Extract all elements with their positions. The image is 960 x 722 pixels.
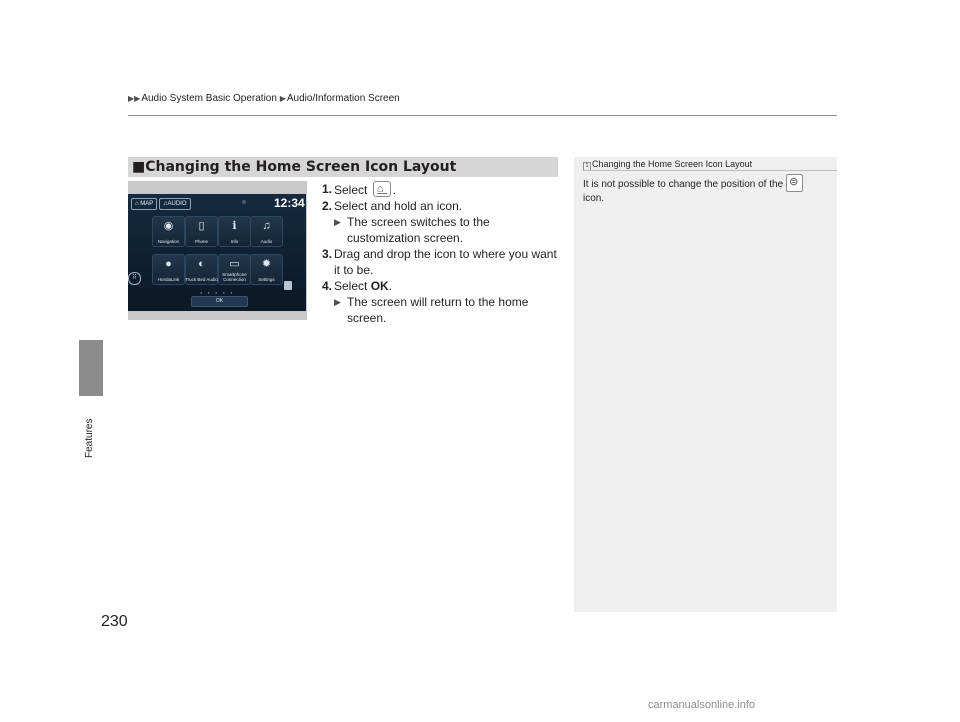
breadcrumb-arrow-icon: ▶▶ [128, 94, 141, 103]
smartphone-icon: ▭ [229, 258, 240, 270]
step-number: 2. [322, 199, 333, 213]
step-text: Select [334, 183, 368, 197]
watermark: carmanualsonline.info [648, 699, 756, 711]
side-note-divider [583, 170, 837, 171]
trash-icon [284, 281, 292, 290]
step-result-text: The screen switches to the customization screen. [347, 215, 490, 245]
side-note-panel [574, 157, 837, 612]
tile-label: Info [230, 239, 239, 244]
heading-marker: ■ [132, 159, 146, 175]
page-dots: ● ● ● ● ● [200, 290, 235, 295]
home-screen-illustration [128, 194, 306, 311]
screen-indicator-dot [242, 200, 246, 204]
screen-tile-truck-bed-audio [185, 254, 218, 285]
breadcrumb [128, 93, 400, 104]
phone-icon: ▯ [198, 220, 205, 232]
screen-tile-phone [185, 216, 218, 247]
chapter-label [78, 370, 106, 460]
step-number: 3. [322, 247, 333, 261]
navigation-icon: ◉ [163, 220, 174, 232]
hondalink-icon: ● [165, 258, 172, 270]
page-number: 230 [101, 613, 128, 630]
procedure-steps [322, 181, 558, 326]
screen-audio-label: AUDIO [167, 201, 187, 207]
breadcrumb-item: Audio/Information Screen [286, 93, 400, 104]
side-note-title-text: Changing the Home Screen Icon Layout [592, 159, 753, 169]
tile-label: Truck Bed Audio [185, 277, 218, 282]
screen-clock: 12:34 [274, 196, 305, 210]
section-heading [128, 157, 558, 177]
step-2 [322, 198, 558, 214]
apps-grid-icon: ⠿ [128, 272, 141, 285]
step-text: Select and hold an icon. [334, 199, 463, 213]
section-heading-text: Changing the Home Screen Icon Layout [145, 159, 457, 175]
step-1 [322, 181, 558, 198]
screen-ok-button: OK [191, 296, 248, 307]
screen-tile-hondalink [152, 254, 185, 285]
side-note-text [583, 174, 823, 206]
music-note-icon: ♫ [262, 220, 271, 232]
result-arrow-icon: ▶ [334, 297, 341, 307]
header-divider [128, 115, 837, 116]
screen-audio-button: ♫AUDIO [159, 198, 191, 210]
step-2-result [322, 214, 558, 246]
tile-label: Audio [260, 239, 273, 244]
breadcrumb-arrow-icon: ▶ [279, 94, 286, 103]
step-number: 1. [322, 182, 333, 196]
gear-icon: ✹ [261, 258, 272, 270]
step-3 [322, 246, 558, 278]
tile-label: Navigation [157, 239, 180, 244]
breadcrumb-item: Audio System Basic Operation [141, 93, 277, 104]
step-text: . [388, 279, 393, 293]
truck-bed-audio-icon: ◐ [198, 258, 205, 270]
note-text-part: It is not possible to change the position of the [583, 179, 784, 190]
step-4 [322, 278, 558, 294]
tile-label: HondaLink [157, 277, 180, 282]
step-4-result [322, 294, 558, 326]
step-text: Select [334, 279, 368, 293]
tile-label: Phone [194, 239, 208, 244]
screen-tile-audio [250, 216, 283, 247]
step-text: Drag and drop the icon to where you want it to be. [334, 247, 557, 277]
note-text-part: icon. [583, 193, 605, 204]
tile-label: Settings [258, 277, 275, 282]
apps-icon [786, 174, 803, 192]
result-arrow-icon: ▶ [334, 217, 341, 227]
info-icon: ℹ [232, 220, 237, 232]
chapter-label-text: Features [84, 418, 95, 458]
home-icon [373, 181, 391, 197]
screen-map-button: ⌂ MAP [131, 198, 157, 210]
screen-tile-navigation [152, 216, 185, 247]
side-note-title [583, 157, 752, 171]
step-result-text: The screen will return to the home screen. [347, 295, 529, 325]
step-number: 4. [322, 279, 333, 293]
ok-term: OK [370, 279, 389, 293]
tile-label: Smartphone Connection [222, 272, 247, 282]
step-text: . [392, 183, 397, 197]
screen-tile-settings [250, 254, 283, 285]
screen-map-label: MAP [140, 201, 154, 207]
note-marker-icon: 1 [583, 162, 591, 171]
